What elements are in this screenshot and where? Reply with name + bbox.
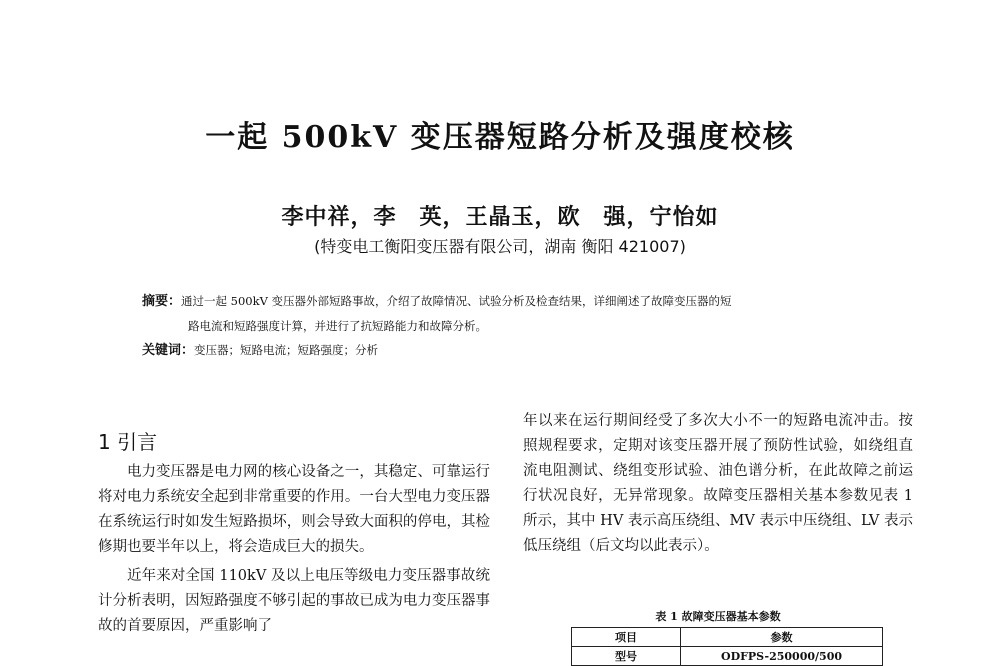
paragraph: 近年来对全国 110kV 及以上电压等级电力变压器事故统计分析表明，因短路强度不够引起的事故已成为电力变压器事故的首要原因，严重影响了 — [98, 568, 490, 634]
abstract-block — [142, 289, 882, 363]
paragraph: 电力变压器是电力网的核心设备之一，其稳定、可靠运行将对电力系统安全起到非常重要的作用。一台大型电力变压器在系统运行时如发生短路损坏，则会导致大面积的停电，其检修期也要半年以上，将会造成巨大的损失。 — [98, 464, 490, 555]
section-heading: 1 引言 — [98, 430, 158, 454]
table-caption: 表 1 故障变压器基本参数 — [655, 610, 781, 623]
abstract-text-line2: 路电流和短路强度计算，并进行了抗短路能力和故障分析。 — [188, 319, 487, 333]
keywords — [142, 338, 882, 363]
left-column — [98, 460, 490, 643]
table-header-cell: 项目 — [572, 628, 681, 647]
keywords-text: 变压器；短路电流；短路强度；分析 — [194, 343, 379, 357]
abstract-text-line1: 通过一起 500kV 变压器外部短路事故，介绍了故障情况、试验分析及检查结果，详细阐述了故障变压器的短 — [181, 294, 732, 308]
table-cell: 型号 — [572, 647, 681, 666]
abstract — [142, 289, 882, 314]
parameter-table — [571, 627, 883, 666]
abstract-label: 摘要： — [142, 294, 182, 309]
paper-title: 一起 500kV 变压器短路分析及强度校核 — [205, 120, 795, 155]
table-cell: ODFPS-250000/500 — [681, 647, 883, 666]
paragraph: 年以来在运行期间经受了多次大小不一的短路电流冲击。按照规程要求，定期对该变压器开展了预防性试验，如绕组直流电阻测试、绕组变形试验、油色谱分析，在此故障之前运行状况良好，无异常现象。故障变压器相关基本参数见表 1 所示，其中 HV 表示高压绕组、MV 表示中压绕组、LV 表示低压绕组（后文均以此表示）。 — [523, 413, 913, 554]
keywords-label: 关键词： — [142, 343, 195, 358]
affiliation: (特变电工衡阳变压器有限公司，湖南 衡阳 421007) — [314, 237, 686, 256]
author-list: 李中祥，李 英，王晶玉，欧 强，宁怡如 — [281, 204, 719, 230]
right-column — [523, 409, 913, 563]
table-header-cell: 参数 — [681, 628, 883, 647]
table-header-row — [572, 628, 883, 647]
